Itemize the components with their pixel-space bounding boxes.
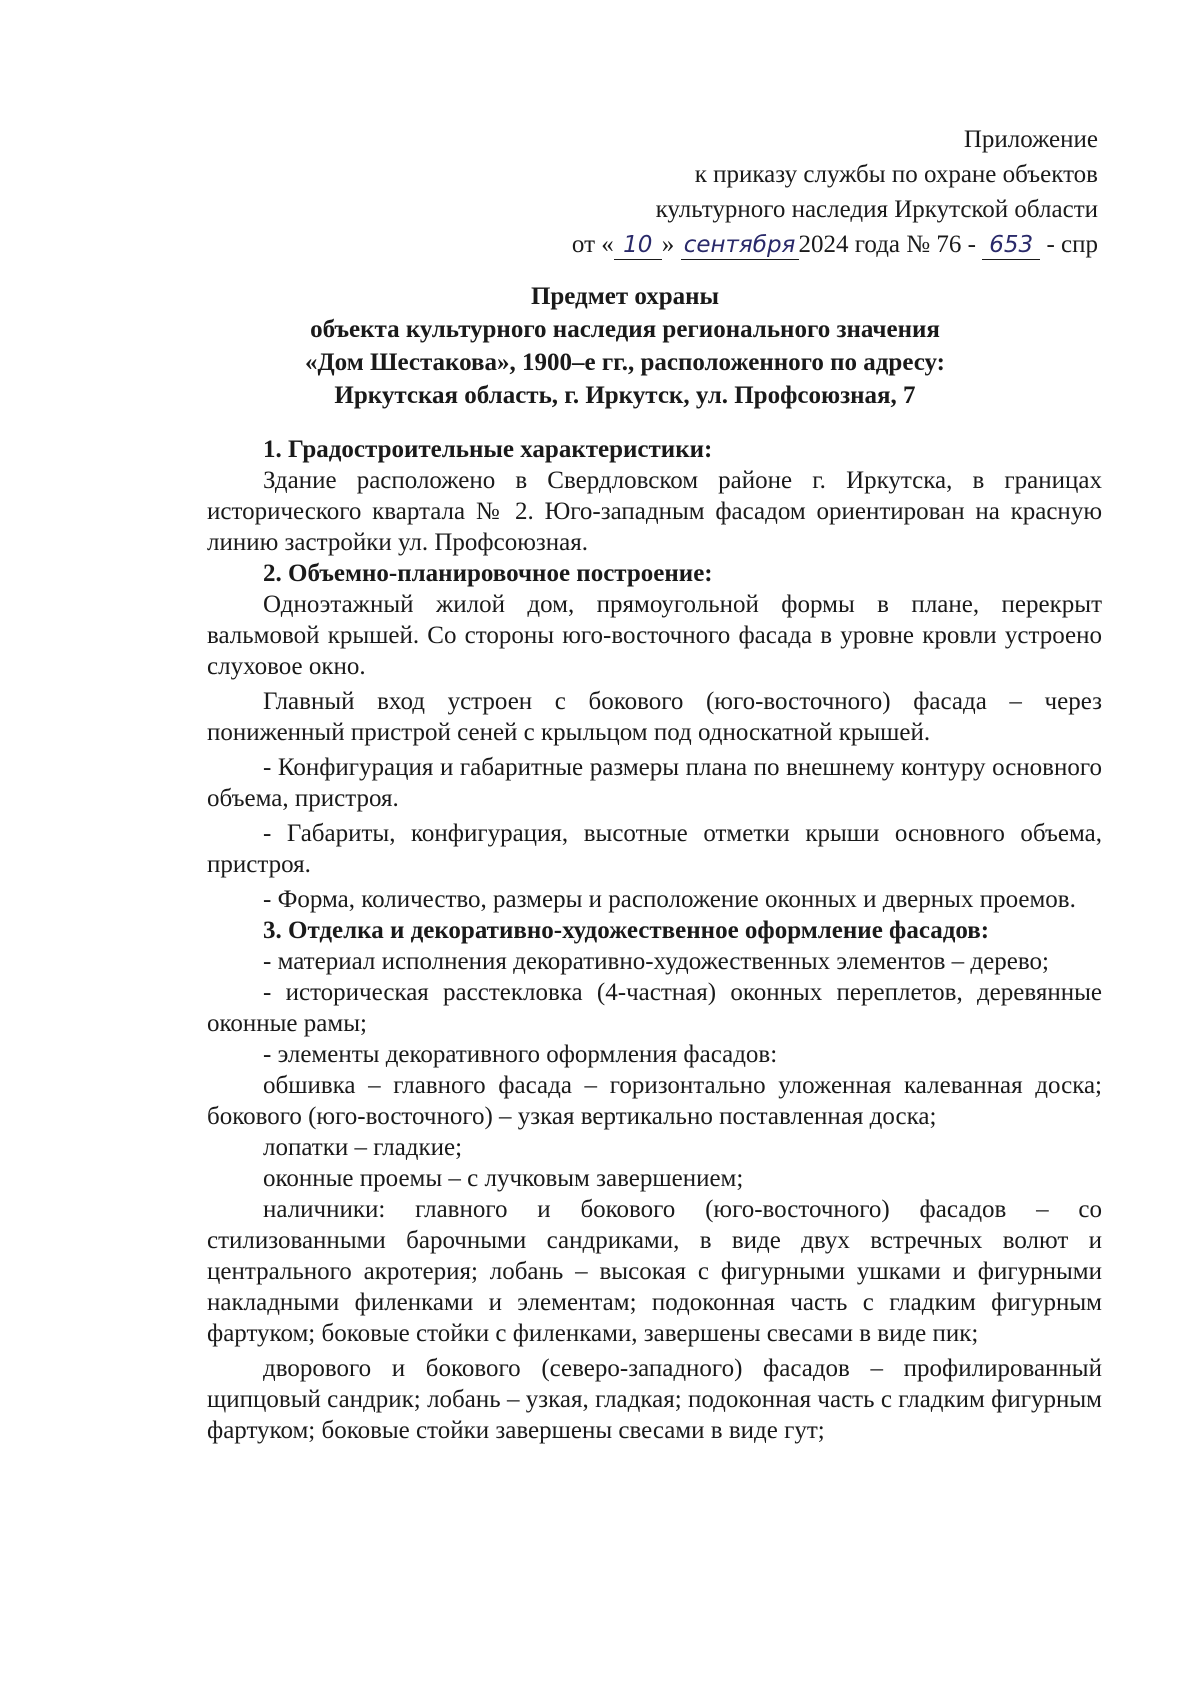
title-line-3: «Дом Шестакова», 1900–е гг., расположенного по адресу: [304, 349, 945, 376]
section-3-paragraph-7: наличники: главного и бокового (юго-восточного) фасадов – со стилизованными барочными сандриками, в виде двух встречных волют и центрального акротерия; лобань – высокая с фигурными ушками и фигурными накладными филенками и элементам; подоконная часть с гладким фигурным фартуком; боковые стойки с филенками, завершены свесами в виде пик; [207, 1196, 1102, 1347]
section-3-paragraph-5: лопатки – гладкие; [263, 1134, 463, 1161]
handwritten-day: 10 [614, 231, 662, 260]
agency-name-line: культурного наследия Иркутской области [655, 196, 1098, 223]
section-3-paragraph-2: - историческая расстекловка (4-частная) оконных переплетов, деревянные оконные рамы; [207, 979, 1102, 1037]
section-1-text: Здание расположено в Свердловском районе г. Иркутска, в границах исторического квартала № 2. Юго-западным фасадом ориентирован на красную линию застройки ул. Профсоюзная. [207, 467, 1102, 556]
section-3-paragraph-4: обшивка – главного фасада – горизонтально уложенная калеванная доска; бокового (юго-восточного) – узкая вертикально поставленная доска; [207, 1072, 1102, 1130]
handwritten-order-number: 653 [982, 231, 1040, 260]
section-2-paragraph-5: - Форма, количество, размеры и расположение оконных и дверных проемов. [263, 886, 1076, 913]
title-line-2: объекта культурного наследия регионального значения [310, 316, 940, 343]
appendix-header [572, 122, 1098, 262]
section-3-paragraph-3: - элементы декоративного оформления фасадов: [263, 1041, 778, 1068]
section-2-paragraph-3: - Конфигурация и габаритные размеры плана по внешнему контуру основного объема, пристроя. [207, 754, 1102, 812]
section-3-paragraph-6: оконные проемы – с лучковым завершением; [263, 1165, 744, 1192]
section-2-heading: 2. Объемно-планировочное построение: [263, 560, 713, 587]
order-reference-line: к приказу службы по охране объектов [694, 161, 1098, 188]
section-3-paragraph-8: дворового и бокового (северо-западного) фасадов – профилированный щипцовый сандрик; лобань – узкая, гладкая; подоконная часть с гладким фигурным фартуком; боковые стойки завершены свесами в виде гут; [207, 1355, 1102, 1444]
section-2-paragraph-1: Одноэтажный жилой дом, прямоугольной формы в плане, перекрыт вальмовой крышей. Со стороны юго-восточного фасада в уровне кровли устроено слуховое окно. [207, 591, 1102, 680]
title-line-1: Предмет охраны [530, 283, 720, 310]
section-2-paragraph-2: Главный вход устроен с бокового (юго-восточного) фасада – через пониженный пристрой сеней с крыльцом под односкатной крышей. [207, 688, 1102, 746]
section-1-heading: 1. Градостроительные характеристики: [263, 436, 713, 463]
title-line-4: Иркутская область, г. Иркутск, ул. Профсоюзная, 7 [334, 382, 916, 409]
date-prefix: от « [571, 231, 614, 258]
order-suffix: - спр [1046, 231, 1098, 258]
section-2-paragraph-4: - Габариты, конфигурация, высотные отметки крыши основного объема, пристроя. [207, 820, 1102, 878]
section-3-paragraph-1: - материал исполнения декоративно-художественных элементов – дерево; [263, 948, 1049, 975]
section-3-heading: 3. Отделка и декоративно-художественное оформление фасадов: [263, 917, 990, 944]
handwritten-month: сентября [681, 231, 799, 260]
order-date-line [572, 227, 1098, 262]
appendix-label: Приложение [963, 126, 1098, 153]
document-body [207, 434, 1102, 1446]
document-title [205, 280, 1045, 412]
date-year-and-number: 2024 года № 76 - [798, 231, 976, 258]
date-quote-close: » [661, 231, 675, 258]
